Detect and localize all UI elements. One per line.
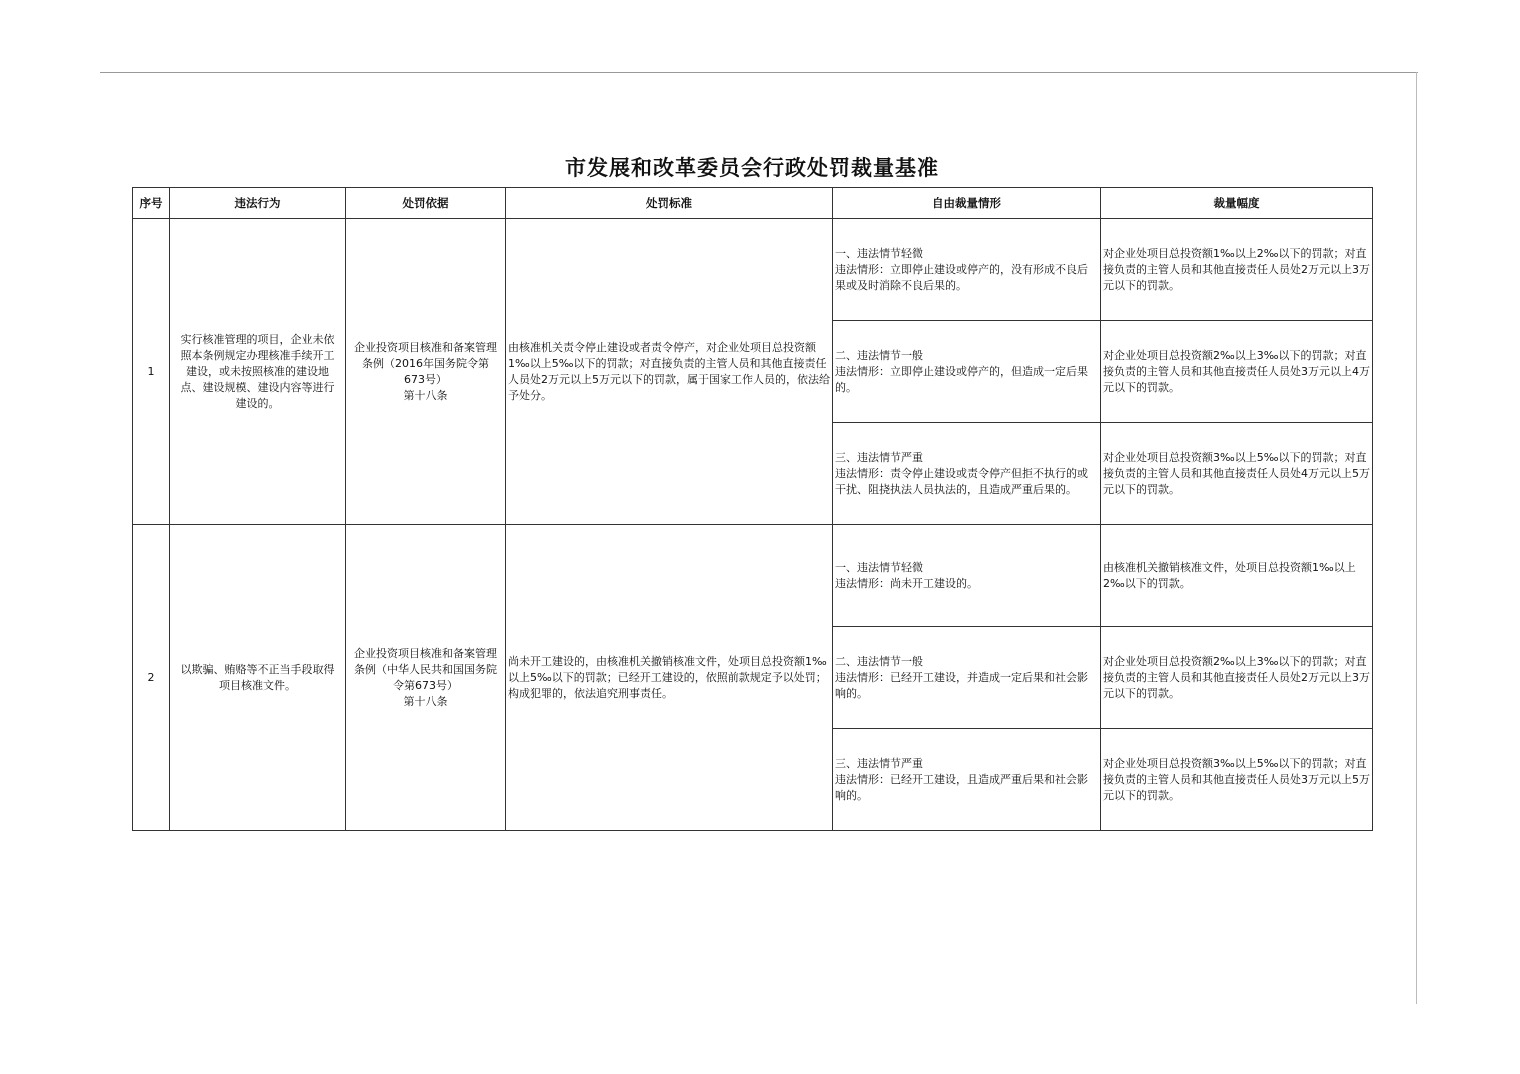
table-row: [133, 525, 1373, 627]
page-top-rule: [100, 72, 1418, 73]
row-number: 2: [133, 525, 170, 831]
discretion-range: 对企业处项目总投资额2‰以上3‰以下的罚款；对直接负责的主管人员和其他直接责任人员处2万元以上3万元以下的罚款。: [1101, 627, 1373, 729]
table-header-row: [133, 188, 1373, 219]
page-right-rule: [1416, 72, 1417, 1004]
discretion-circumstance: 三、违法情节严重 违法情形：已经开工建设，且造成严重后果和社会影响的。: [833, 729, 1101, 831]
penalty-standard: 尚未开工建设的，由核准机关撤销核准文件，处项目总投资额1‰以上5‰以下的罚款；已经开工建设的，依照前款规定予以处罚；构成犯罪的，依法追究刑事责任。: [506, 525, 833, 831]
row-number: 1: [133, 219, 170, 525]
discretion-range: 对企业处项目总投资额2‰以上3‰以下的罚款；对直接负责的主管人员和其他直接责任人员处3万元以上4万元以下的罚款。: [1101, 321, 1373, 423]
penalty-basis: 企业投资项目核准和备案管理条例（中华人民共和国国务院令第673号） 第十八条: [346, 525, 506, 831]
discretion-circumstance: 二、违法情节一般 违法情形：已经开工建设，并造成一定后果和社会影响的。: [833, 627, 1101, 729]
header-range: 裁量幅度: [1101, 188, 1373, 219]
discretion-circumstance: 三、违法情节严重 违法情形：责令停止建设或责令停产但拒不执行的或干扰、阻挠执法人员执法的，且造成严重后果的。: [833, 423, 1101, 525]
header-behavior: 违法行为: [170, 188, 346, 219]
header-basis: 处罚依据: [346, 188, 506, 219]
document-title: 市发展和改革委员会行政处罚裁量基准: [565, 155, 939, 180]
violation-behavior: 以欺骗、贿赂等不正当手段取得项目核准文件。: [170, 525, 346, 831]
penalty-standard: 由核准机关责令停止建设或者责令停产，对企业处项目总投资额1‰以上5‰以下的罚款；对直接负责的主管人员和其他直接责任人员处2万元以上5万元以下的罚款，属于国家工作人员的，依法给予处分。: [506, 219, 833, 525]
discretion-circumstance: 一、违法情节轻微 违法情形：立即停止建设或停产的，没有形成不良后果或及时消除不良后果的。: [833, 219, 1101, 321]
discretion-range: 对企业处项目总投资额3‰以上5‰以下的罚款；对直接负责的主管人员和其他直接责任人员处3万元以上5万元以下的罚款。: [1101, 729, 1373, 831]
penalty-table: [132, 187, 1373, 831]
header-circumstance: 自由裁量情形: [833, 188, 1101, 219]
header-standard: 处罚标准: [506, 188, 833, 219]
violation-behavior: 实行核准管理的项目，企业未依照本条例规定办理核准手续开工建设，或未按照核准的建设地点、建设规模、建设内容等进行建设的。: [170, 219, 346, 525]
header-no: 序号: [133, 188, 170, 219]
discretion-range: 对企业处项目总投资额3‰以上5‰以下的罚款；对直接负责的主管人员和其他直接责任人员处4万元以上5万元以下的罚款。: [1101, 423, 1373, 525]
discretion-range: 由核准机关撤销核准文件，处项目总投资额1‰以上2‰以下的罚款。: [1101, 525, 1373, 627]
discretion-circumstance: 一、违法情节轻微 违法情形：尚未开工建设的。: [833, 525, 1101, 627]
discretion-circumstance: 二、违法情节一般 违法情形：立即停止建设或停产的，但造成一定后果的。: [833, 321, 1101, 423]
table-row: [133, 219, 1373, 321]
discretion-range: 对企业处项目总投资额1‰以上2‰以下的罚款；对直接负责的主管人员和其他直接责任人员处2万元以上3万元以下的罚款。: [1101, 219, 1373, 321]
penalty-basis: 企业投资项目核准和备案管理条例（2016年国务院令第673号） 第十八条: [346, 219, 506, 525]
